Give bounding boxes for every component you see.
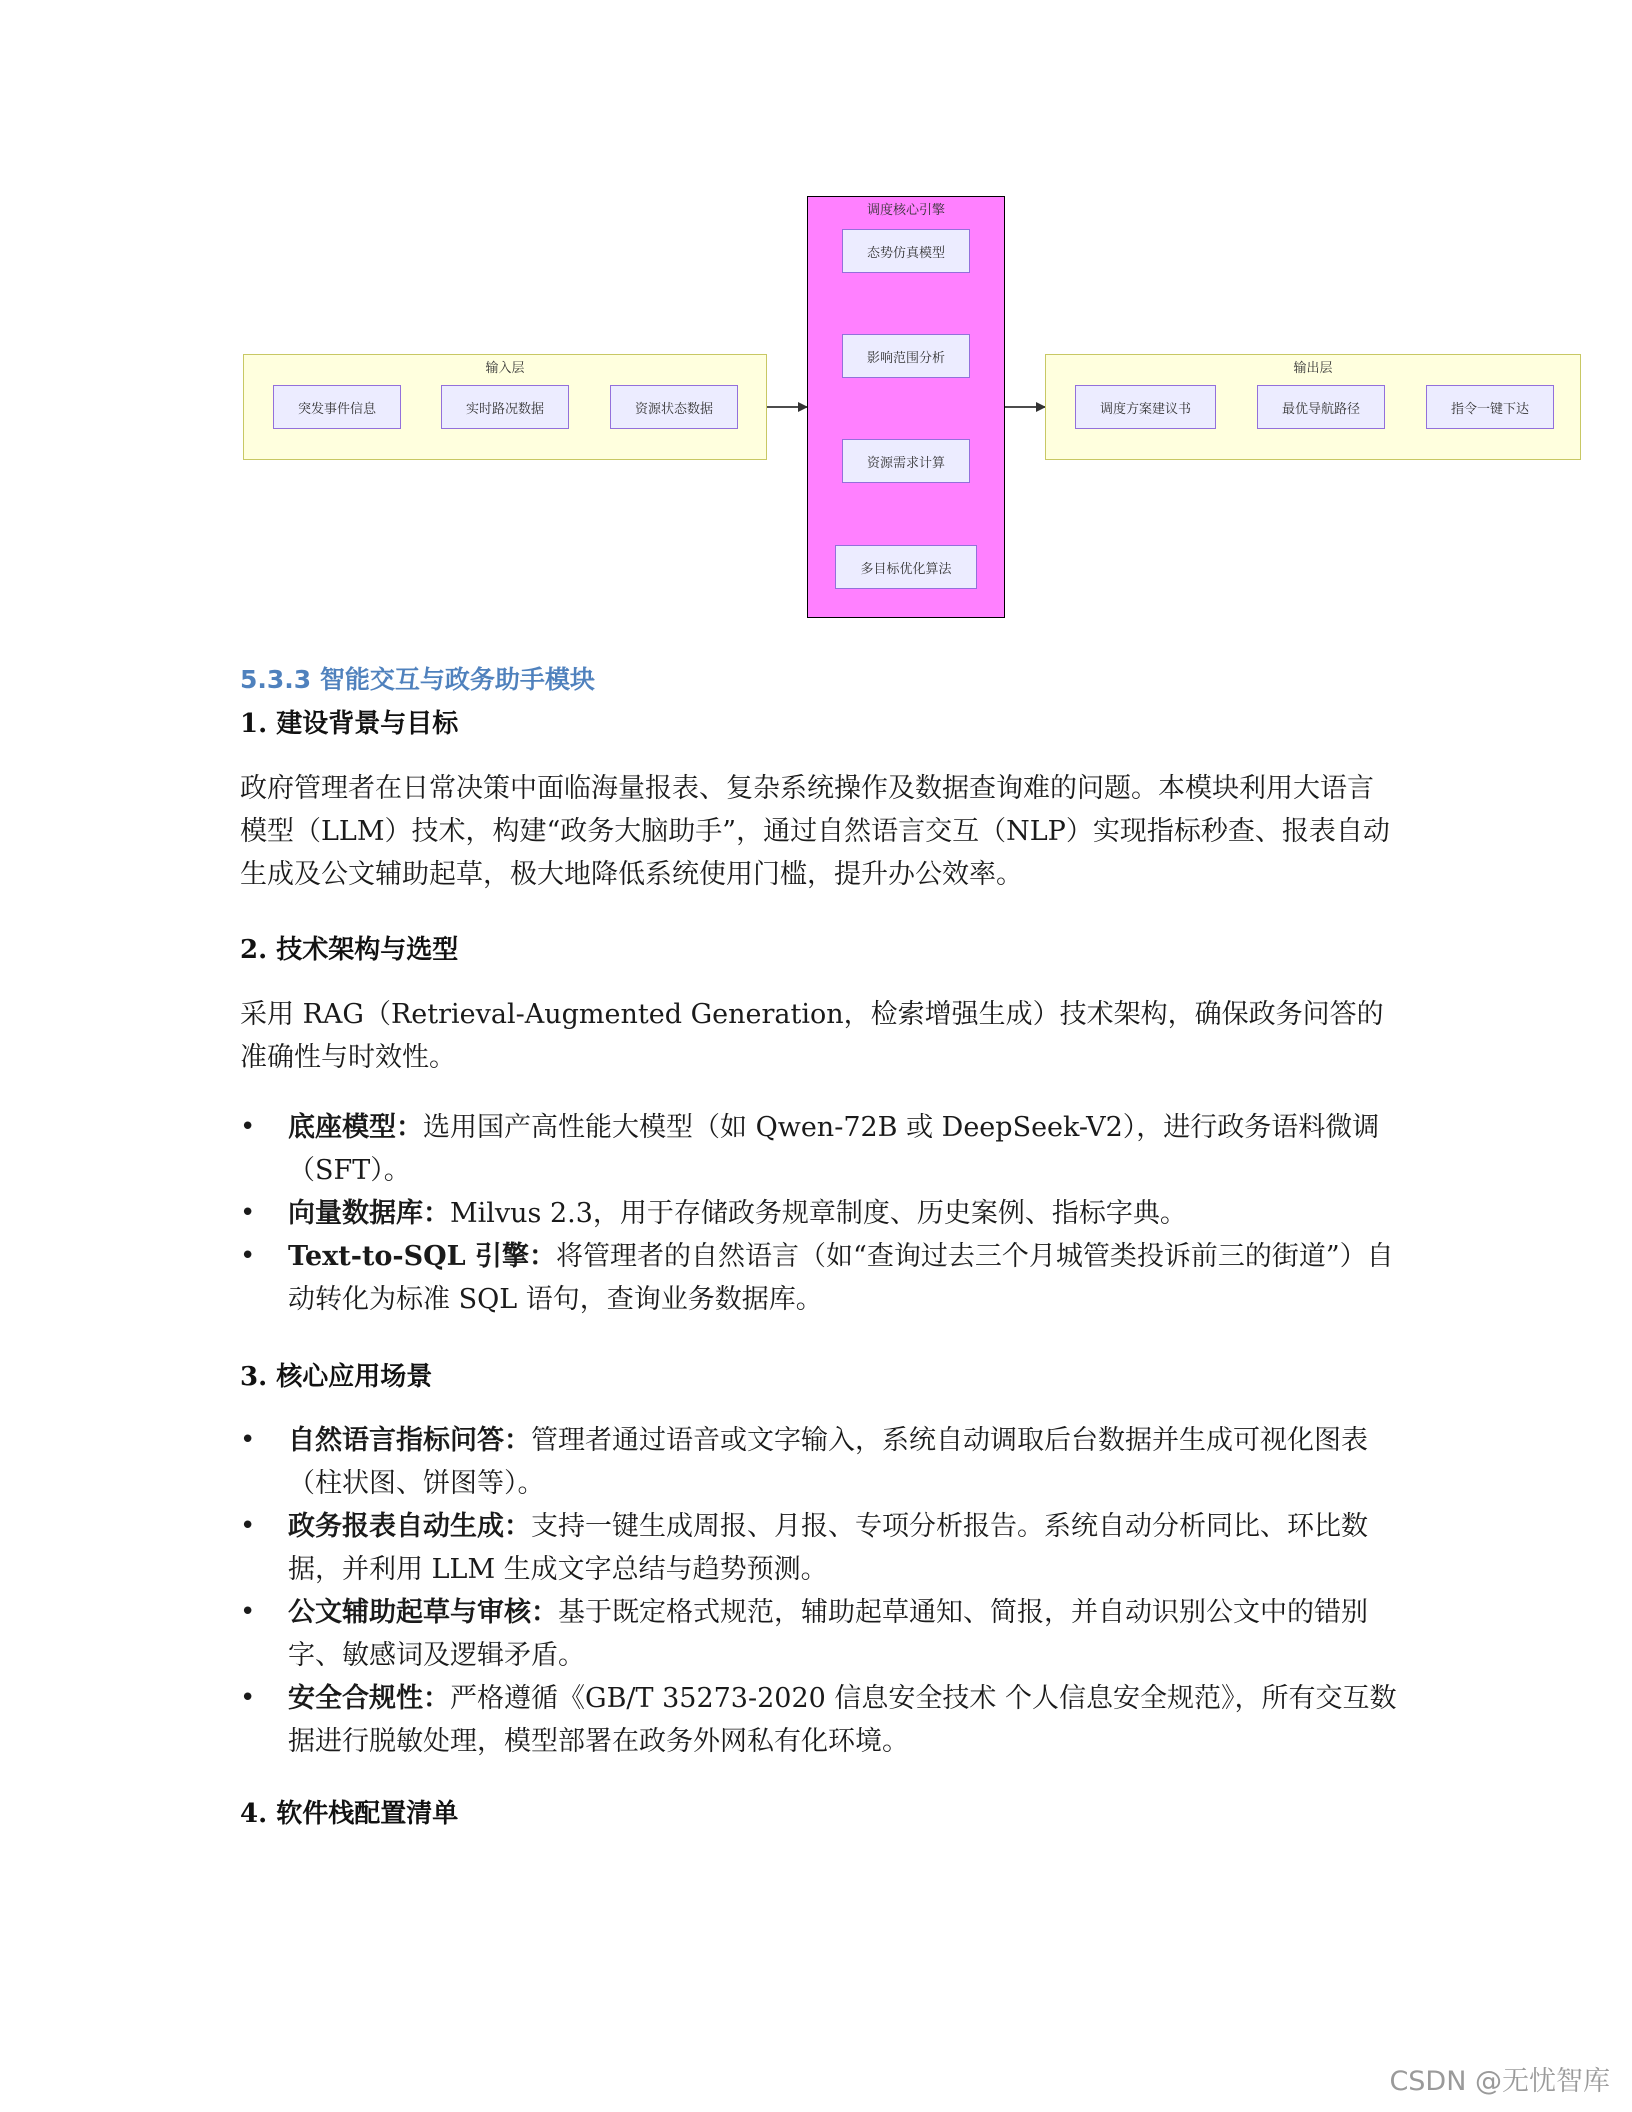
scenario-bullet-list	[240, 1419, 1400, 1763]
bullet-label: 向量数据库：	[288, 1198, 450, 1229]
paragraph-background: 政府管理者在日常决策中面临海量报表、复杂系统操作及数据查询难的问题。本模块利用大语言模型（LLM）技术，构建“政务大脑助手”，通过自然语言交互（NLP）实现指标秒查、报表自动生成及公文辅助起草，极大地降低系统使用门槛，提升办公效率。	[240, 773, 1390, 890]
subsection-title-architecture: 2. 技术架构与选型	[240, 935, 459, 965]
watermark: CSDN @无忧智库	[1389, 2066, 1610, 2097]
node-dispatch-plan: 调度方案建议书	[1075, 385, 1216, 429]
node-emergency-info: 突发事件信息	[273, 385, 401, 429]
node-impact-analysis: 影响范围分析	[842, 334, 970, 378]
list-item	[240, 1235, 1400, 1321]
section-heading: 5.3.3 智能交互与政务助手模块	[240, 665, 595, 694]
node-multi-objective-optimization: 多目标优化算法	[835, 545, 977, 589]
architecture-bullet-list	[240, 1106, 1400, 1321]
bullet-text: 支持一键生成周报、月报、专项分析报告。系统自动分析同比、环比数据，并利用 LLM 生成文字总结与趋势预测。	[288, 1511, 1368, 1585]
list-item	[240, 1591, 1400, 1677]
node-command-dispatch: 指令一键下达	[1426, 385, 1554, 429]
bullet-label: 公文辅助起草与审核：	[288, 1597, 558, 1628]
input-layer-group	[243, 354, 767, 460]
bullet-label: Text-to-SQL 引擎：	[288, 1241, 557, 1272]
core-engine-title: 调度核心引擎	[866, 203, 945, 218]
paragraph-architecture: 采用 RAG（Retrieval-Augmented Generation，检索增强生成）技术架构，确保政务问答的准确性与时效性。	[240, 999, 1384, 1073]
list-item	[240, 1106, 1400, 1192]
node-resource-status: 资源状态数据	[610, 385, 738, 429]
subsection-title-scenarios: 3. 核心应用场景	[240, 1362, 433, 1392]
bullet-text: Milvus 2.3，用于存储政务规章制度、历史案例、指标字典。	[450, 1198, 1187, 1229]
core-engine-group	[807, 196, 1005, 618]
bullet-text: 严格遵循《GB/T 35273-2020 信息安全技术 个人信息安全规范》，所有交互数据进行脱敏处理，模型部署在政务外网私有化环境。	[288, 1683, 1397, 1757]
subsection-title-software-stack: 4. 软件栈配置清单	[240, 1799, 459, 1829]
list-item	[240, 1419, 1400, 1505]
output-layer-title: 输出层	[1293, 361, 1333, 376]
node-traffic-data: 实时路况数据	[441, 385, 569, 429]
node-situation-simulation: 态势仿真模型	[842, 229, 970, 273]
bullet-text: 将管理者的自然语言（如“查询过去三个月城管类投诉前三的街道”）自动转化为标准 SQL 语句，查询业务数据库。	[288, 1241, 1394, 1315]
list-item	[240, 1192, 1400, 1235]
bullet-text: 选用国产高性能大模型（如 Qwen-72B 或 DeepSeek-V2），进行政务语料微调（SFT）。	[288, 1112, 1380, 1186]
bullet-text: 管理者通过语音或文字输入，系统自动调取后台数据并生成可视化图表（柱状图、饼图等）。	[288, 1425, 1368, 1499]
bullet-label: 底座模型：	[288, 1112, 423, 1143]
input-layer-title: 输入层	[485, 361, 525, 376]
bullet-label: 安全合规性：	[288, 1683, 450, 1714]
bullet-label: 政务报表自动生成：	[288, 1511, 531, 1542]
dispatch-architecture-diagram	[0, 0, 1632, 640]
list-item	[240, 1677, 1400, 1763]
node-optimal-route: 最优导航路径	[1257, 385, 1385, 429]
list-item	[240, 1505, 1400, 1591]
output-layer-group	[1045, 354, 1581, 460]
node-resource-demand: 资源需求计算	[842, 439, 970, 483]
bullet-text: 基于既定格式规范，辅助起草通知、简报，并自动识别公文中的错别字、敏感词及逻辑矛盾。	[288, 1597, 1368, 1671]
bullet-label: 自然语言指标问答：	[288, 1425, 531, 1456]
subsection-title-background: 1. 建设背景与目标	[240, 709, 459, 739]
